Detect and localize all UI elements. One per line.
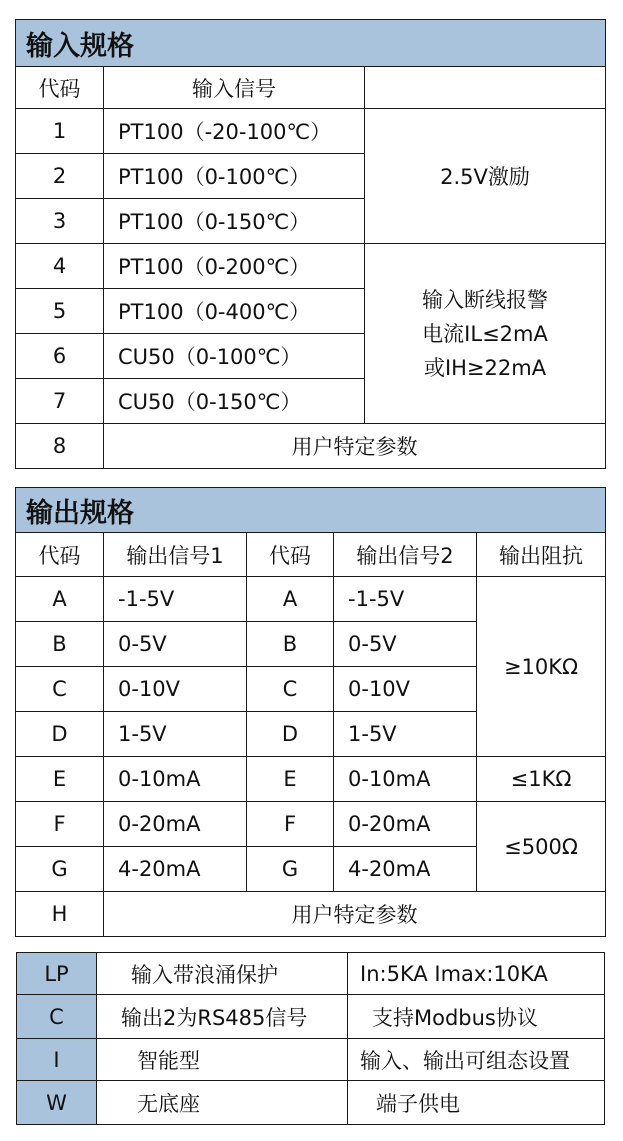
option-desc: 输出2为RS485信号	[97, 995, 348, 1039]
input-header-signal: 输入信号	[104, 67, 365, 109]
output-row-code2: C	[247, 667, 334, 712]
output-row-signal1: 0-10V	[104, 667, 247, 712]
output-row-signal1: 0-5V	[104, 622, 247, 667]
output-row-code1: G	[16, 847, 104, 892]
option-detail: 端子供电	[348, 1081, 605, 1125]
output-row-code1: E	[16, 757, 104, 802]
input-row-signal: PT100（0-400℃）	[104, 289, 365, 334]
output-row-code1: A	[16, 577, 104, 622]
input-row-code: 6	[16, 334, 104, 379]
option-desc: 智能型	[97, 1039, 348, 1081]
output-row-signal1: 4-20mA	[104, 847, 247, 892]
output-row-signal1: 0-20mA	[104, 802, 247, 847]
option-desc: 输入带浪涌保护	[97, 953, 348, 995]
output-row-code2: G	[247, 847, 334, 892]
output-row-signal2: 0-10mA	[334, 757, 477, 802]
input-spec-table	[15, 19, 606, 469]
input-row-signal: CU50（0-100℃）	[104, 334, 365, 379]
excitation-note: 2.5V激励	[365, 109, 606, 244]
impedance-voltage: ≥10KΩ	[477, 577, 606, 757]
break-alarm-note	[365, 244, 606, 424]
option-code: LP	[17, 953, 97, 995]
output-row-custom: 用户特定参数	[104, 892, 606, 937]
output-row-code2: F	[247, 802, 334, 847]
input-row-code: 3	[16, 199, 104, 244]
output-row-code2: B	[247, 622, 334, 667]
input-row-code: 4	[16, 244, 104, 289]
output-row-code1: D	[16, 712, 104, 757]
input-header-code: 代码	[16, 67, 104, 109]
output-row-code2: A	[247, 577, 334, 622]
output-row-code1: F	[16, 802, 104, 847]
output-row-code1: C	[16, 667, 104, 712]
output-row-code2: D	[247, 712, 334, 757]
input-header-note	[365, 67, 606, 109]
input-spec-title: 输入规格	[16, 20, 606, 67]
input-row-code: 5	[16, 289, 104, 334]
output-row-signal2: 0-5V	[334, 622, 477, 667]
output-row-signal1: -1-5V	[104, 577, 247, 622]
option-code: I	[17, 1039, 97, 1081]
output-header-signal2: 输出信号2	[334, 533, 477, 577]
output-row-code1: B	[16, 622, 104, 667]
output-row-signal1: 0-10mA	[104, 757, 247, 802]
output-row-signal2: 0-10V	[334, 667, 477, 712]
output-spec-table	[15, 487, 606, 937]
input-row-signal: PT100（0-150℃）	[104, 199, 365, 244]
input-row-signal: 用户特定参数	[104, 424, 606, 469]
input-row-code: 1	[16, 109, 104, 154]
option-code: C	[17, 995, 97, 1039]
impedance-current: ≤1KΩ	[477, 757, 606, 802]
options-table	[16, 952, 605, 1125]
input-row-signal: PT100（-20-100℃）	[104, 109, 365, 154]
output-row-signal1: 1-5V	[104, 712, 247, 757]
output-header-signal1: 输出信号1	[104, 533, 247, 577]
option-detail: 支持Modbus协议	[348, 995, 605, 1039]
input-row-signal: PT100（0-200℃）	[104, 244, 365, 289]
output-header-code1: 代码	[16, 533, 104, 577]
output-row-signal2: 1-5V	[334, 712, 477, 757]
output-header-code2: 代码	[247, 533, 334, 577]
input-row-code: 2	[16, 154, 104, 199]
output-row-signal2: -1-5V	[334, 577, 477, 622]
impedance-current-20ma: ≤500Ω	[477, 802, 606, 892]
output-spec-title: 输出规格	[16, 488, 606, 533]
output-row-signal2: 4-20mA	[334, 847, 477, 892]
input-row-code: 7	[16, 379, 104, 424]
option-desc: 无底座	[97, 1081, 348, 1125]
option-code: W	[17, 1081, 97, 1125]
break-alarm-line: 或IH≥22mA	[423, 355, 547, 380]
break-alarm-line: 电流IL≤2mA	[422, 321, 548, 346]
output-row-code1: H	[16, 892, 104, 937]
break-alarm-line: 输入断线报警	[422, 287, 549, 312]
option-detail: 输入、输出可组态设置	[348, 1039, 605, 1081]
output-row-signal2: 0-20mA	[334, 802, 477, 847]
input-row-code: 8	[16, 424, 104, 469]
output-row-code2: E	[247, 757, 334, 802]
input-row-signal: CU50（0-150℃）	[104, 379, 365, 424]
input-row-signal: PT100（0-100℃）	[104, 154, 365, 199]
output-header-impedance: 输出阻抗	[477, 533, 606, 577]
option-detail: In:5KA Imax:10KA	[348, 953, 605, 995]
